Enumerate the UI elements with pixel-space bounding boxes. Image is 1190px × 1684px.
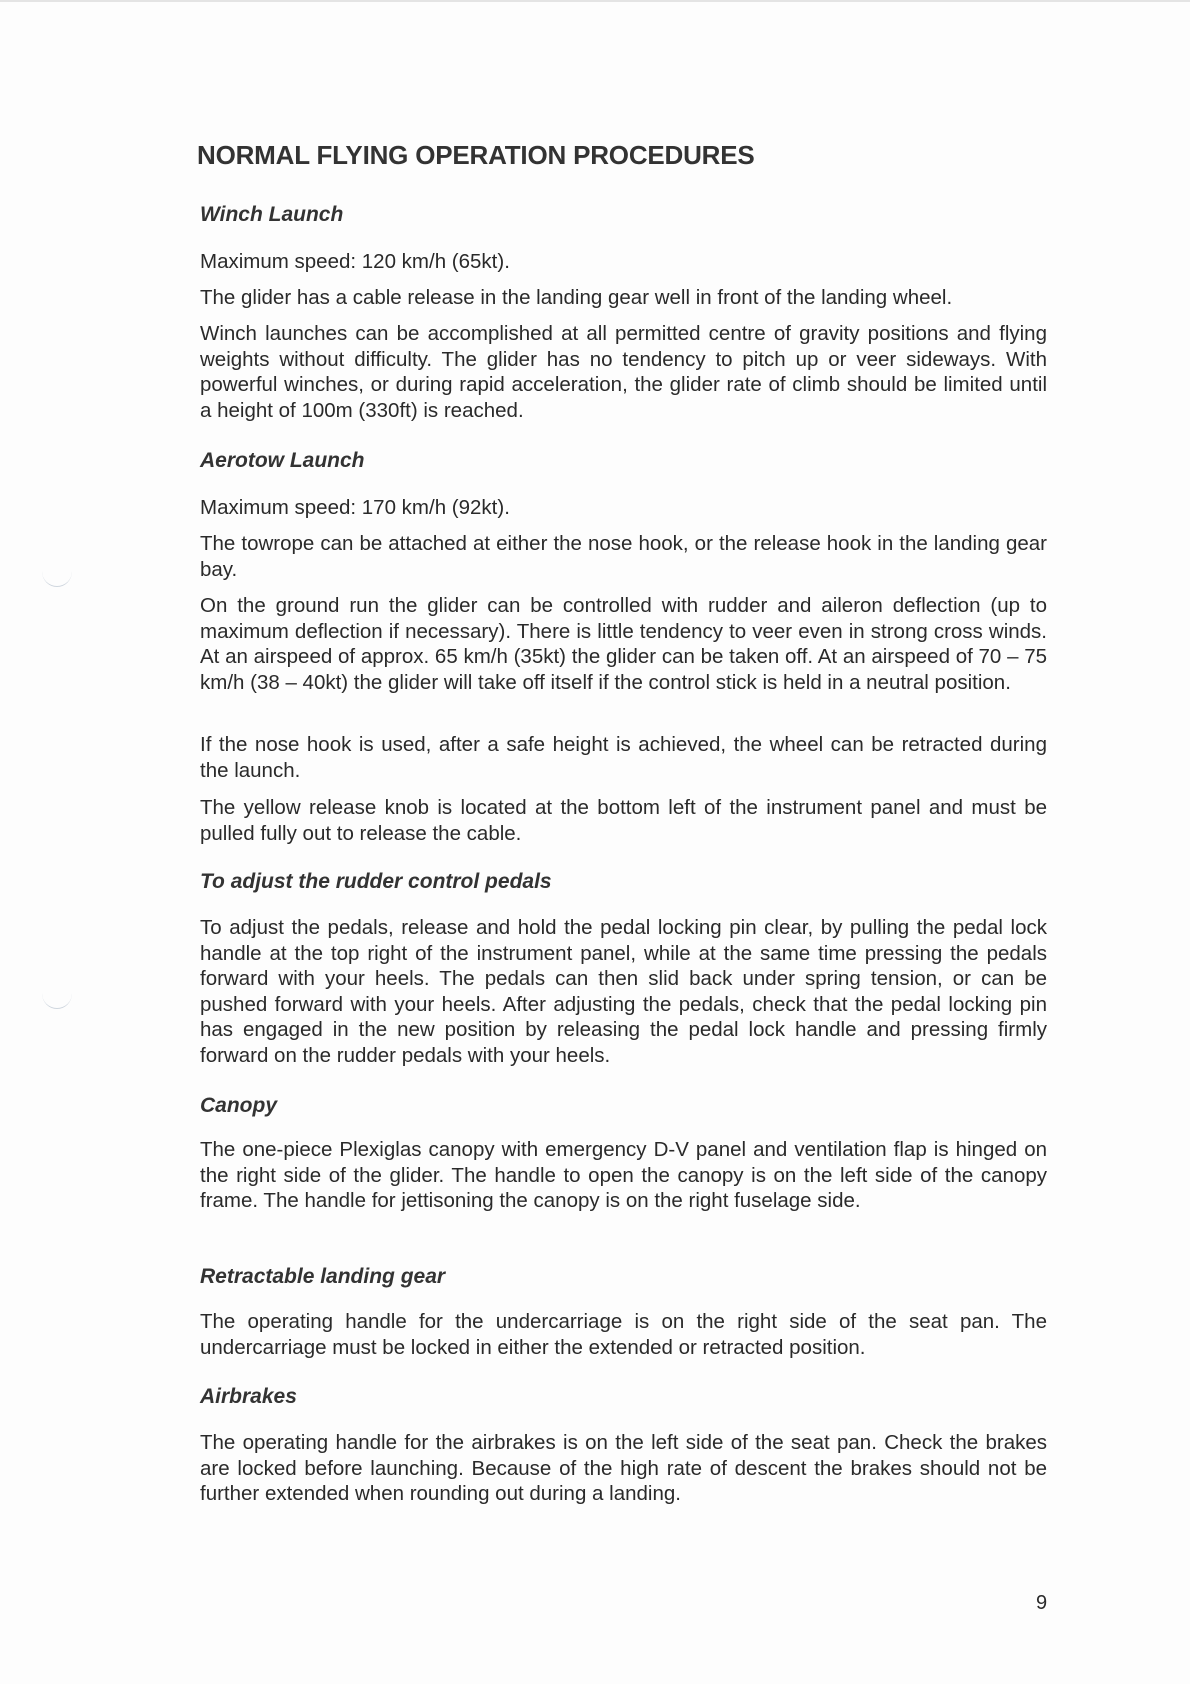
paragraph: The one-piece Plexiglas canopy with emergency D-V panel and ventilation flap is hinged on the right side of the glider. The handle to open the canopy is on the left side of the canopy frame. The handle for jettisoning the canopy is on the right fuselage side. xyxy=(200,1138,1047,1213)
paragraph: Winch launches can be accomplished at all permitted centre of gravity positions and flying weights without difficulty. The glider has no tendency to pitch up or veer sideways. With powerful winches, or during rapid acceleration, the glider rate of climb should be limited until a height of 100m (330ft) is reached. xyxy=(200,322,1047,422)
paragraph: The towrope can be attached at either the nose hook, or the release hook in the landing gear bay. xyxy=(200,532,1047,581)
section-heading-canopy: Canopy xyxy=(200,1094,278,1117)
paragraph: The operating handle for the airbrakes is on the left side of the seat pan. Check the brakes are locked before launching. Because of the high rate of descent the brakes should not be further extended when rounding out during a landing. xyxy=(200,1431,1047,1506)
paragraph: On the ground run the glider can be controlled with rudder and aileron deflection (up to maximum deflection if necessary). There is little tendency to veer even in strong cross winds. At an airspeed of approx. 65 km/h (35kt) the glider can be taken off. At an airspeed of 70 – 75 km/h (38 – 40kt) the glider will take off itself if the control stick is held in a neutral position. xyxy=(200,594,1047,694)
punch-hole-mark xyxy=(42,556,72,587)
paragraph: The yellow release knob is located at the bottom left of the instrument panel and must be pulled fully out to release the cable. xyxy=(200,796,1047,845)
paragraph: The glider has a cable release in the landing gear well in front of the landing wheel. xyxy=(200,286,953,309)
section-heading-rudder-pedals: To adjust the rudder control pedals xyxy=(200,870,552,893)
page-number: 9 xyxy=(1036,1592,1048,1614)
section-heading-landing-gear: Retractable landing gear xyxy=(200,1265,446,1288)
paragraph: Maximum speed: 170 km/h (92kt). xyxy=(200,496,510,519)
section-heading-aerotow-launch: Aerotow Launch xyxy=(200,449,365,472)
paragraph: If the nose hook is used, after a safe height is achieved, the wheel can be retracted during the launch. xyxy=(200,733,1047,782)
paragraph: Maximum speed: 120 km/h (65kt). xyxy=(200,250,510,273)
page-title: NORMAL FLYING OPERATION PROCEDURES xyxy=(197,140,755,170)
scan-edge xyxy=(0,0,1190,2)
section-heading-winch-launch: Winch Launch xyxy=(200,203,344,226)
paragraph: The operating handle for the undercarriage is on the right side of the seat pan. The undercarriage must be locked in either the extended or retracted position. xyxy=(200,1310,1047,1359)
punch-hole-mark xyxy=(42,978,72,1009)
paragraph: To adjust the pedals, release and hold the pedal locking pin clear, by pulling the pedal lock handle at the top right of the instrument panel, while at the same time pressing the pedals forward with your heels. The pedals can then slid back under spring tension, or can be pushed forward with your heels. After adjusting the pedals, check that the pedal locking pin has engaged in the new position by releasing the pedal lock handle and pressing firmly forward on the rudder pedals with your heels. xyxy=(200,916,1047,1067)
section-heading-airbrakes: Airbrakes xyxy=(200,1385,297,1408)
